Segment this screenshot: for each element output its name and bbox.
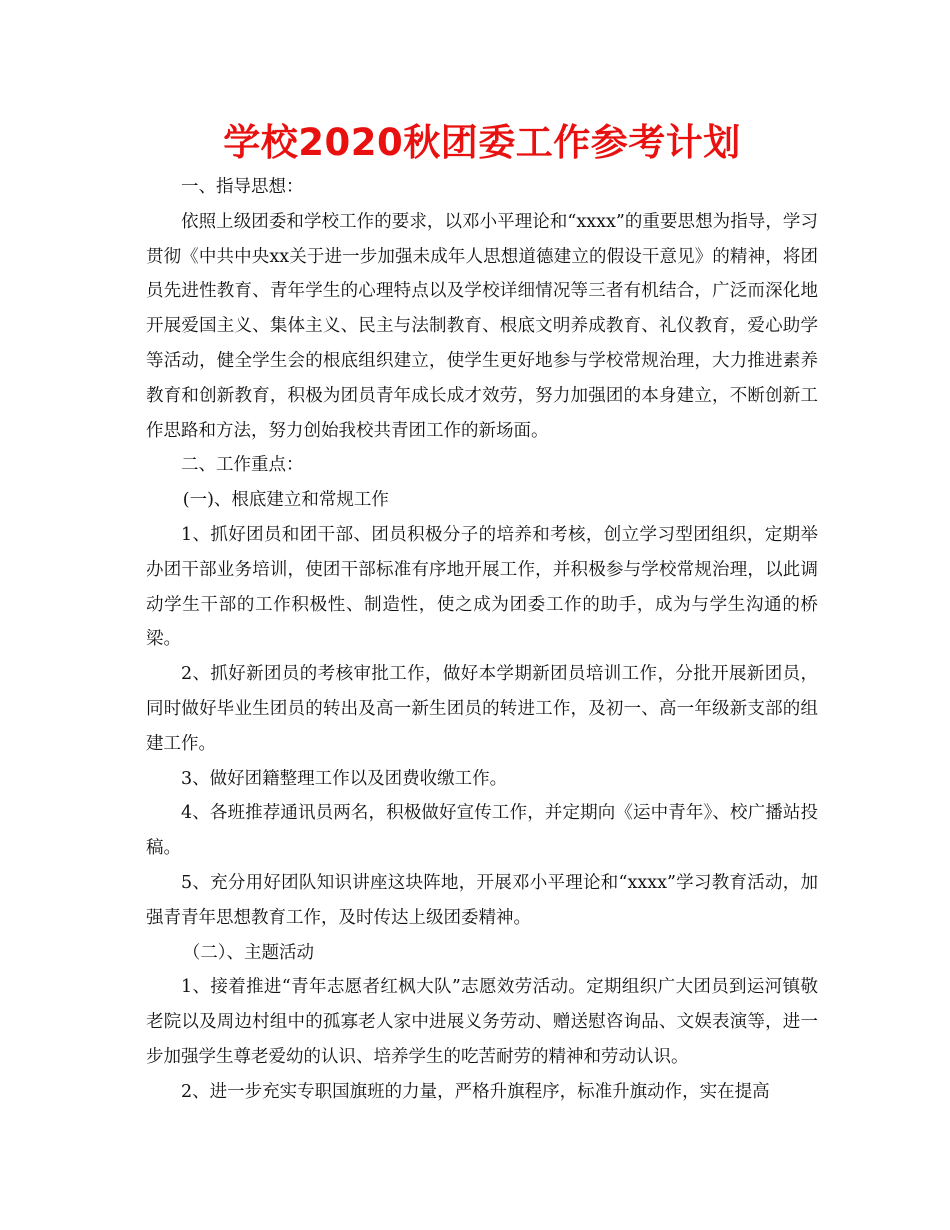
- list-item-theme-2: 2、进一步充实专职国旗班的力量，严格升旗程序，标准升旗动作，实在提高: [181, 1081, 770, 1102]
- section-heading-guiding-ideology: 一、指导思想：: [181, 177, 304, 197]
- list-item-basic-3: 3、做好团籍整理工作以及团费收缴工作。: [181, 768, 508, 789]
- list-item-basic-5: 5、充分用好团队知识讲座这块阵地，开展邓小平理论和“xxxx”学习教育活动，加强青青年思想教育工作，及时传达上级团委精神。: [146, 872, 818, 928]
- list-item-basic-2: 2、抓好新团员的考核审批工作，做好本学期新团员培训工作，分批开展新团员，同时做好毕业生团员的转出及高一新生团员的转进工作，及初一、高一年级新支部的组建工作。: [146, 664, 818, 754]
- paragraph-guiding-ideology: 依照上级团委和学校工作的要求，以邓小平理论和“xxxx”的重要思想为指导，学习贯彻《中共中央xx关于进一步加强未成年人思想道德建立的假设干意见》的精神，将团员先进性教育、青年学生的心理特点以及学校详细情况等三者有机结合，广泛而深化地开展爱国主义、集体主义、民主与法制教育、根底文明养成教育、礼仪教育，爱心助学等活动，健全学生会的根底组织建立，使学生更好地参与学校常规治理，大力推进素养教育和创新教育，积极为团员青年成长成才效劳，努力加强团的本身建立，不断创新工作思路和方法，努力创始我校共青团工作的新场面。: [146, 211, 818, 441]
- document-title: 学校2020秋团委工作参考计划: [223, 121, 741, 164]
- section-heading-work-focus: 二、工作重点：: [181, 455, 304, 476]
- list-item-basic-4: 4、各班推荐通讯员两名，积极做好宣传工作，并定期向《运中青年》、校广播站投稿。: [146, 803, 818, 859]
- list-item-basic-1: 1、抓好团员和团干部、团员积极分子的培养和考核，创立学习型团组织，定期举办团干部业务培训，使团干部标准有序地开展工作，并积极参与学校常规治理，以此调动学生干部的工作积极性、制造性，使之成为团委工作的助手，成为与学生沟通的桥梁。: [146, 524, 818, 650]
- subsection-heading-basic-work: (一)、根底建立和常规工作: [182, 490, 389, 511]
- subsection-heading-theme-activities: （二）、主题活动: [182, 942, 314, 963]
- list-item-theme-1: 1、接着推进“青年志愿者红枫大队”志愿效劳活动。定期组织广大团员到运河镇敬老院以及周边村组中的孤寡老人家中进展义务劳动、赠送慰咨询品、文娱表演等，进一步加强学生尊老爱幼的认识、培养学生的吃苦耐劳的精神和劳动认识。: [146, 977, 818, 1067]
